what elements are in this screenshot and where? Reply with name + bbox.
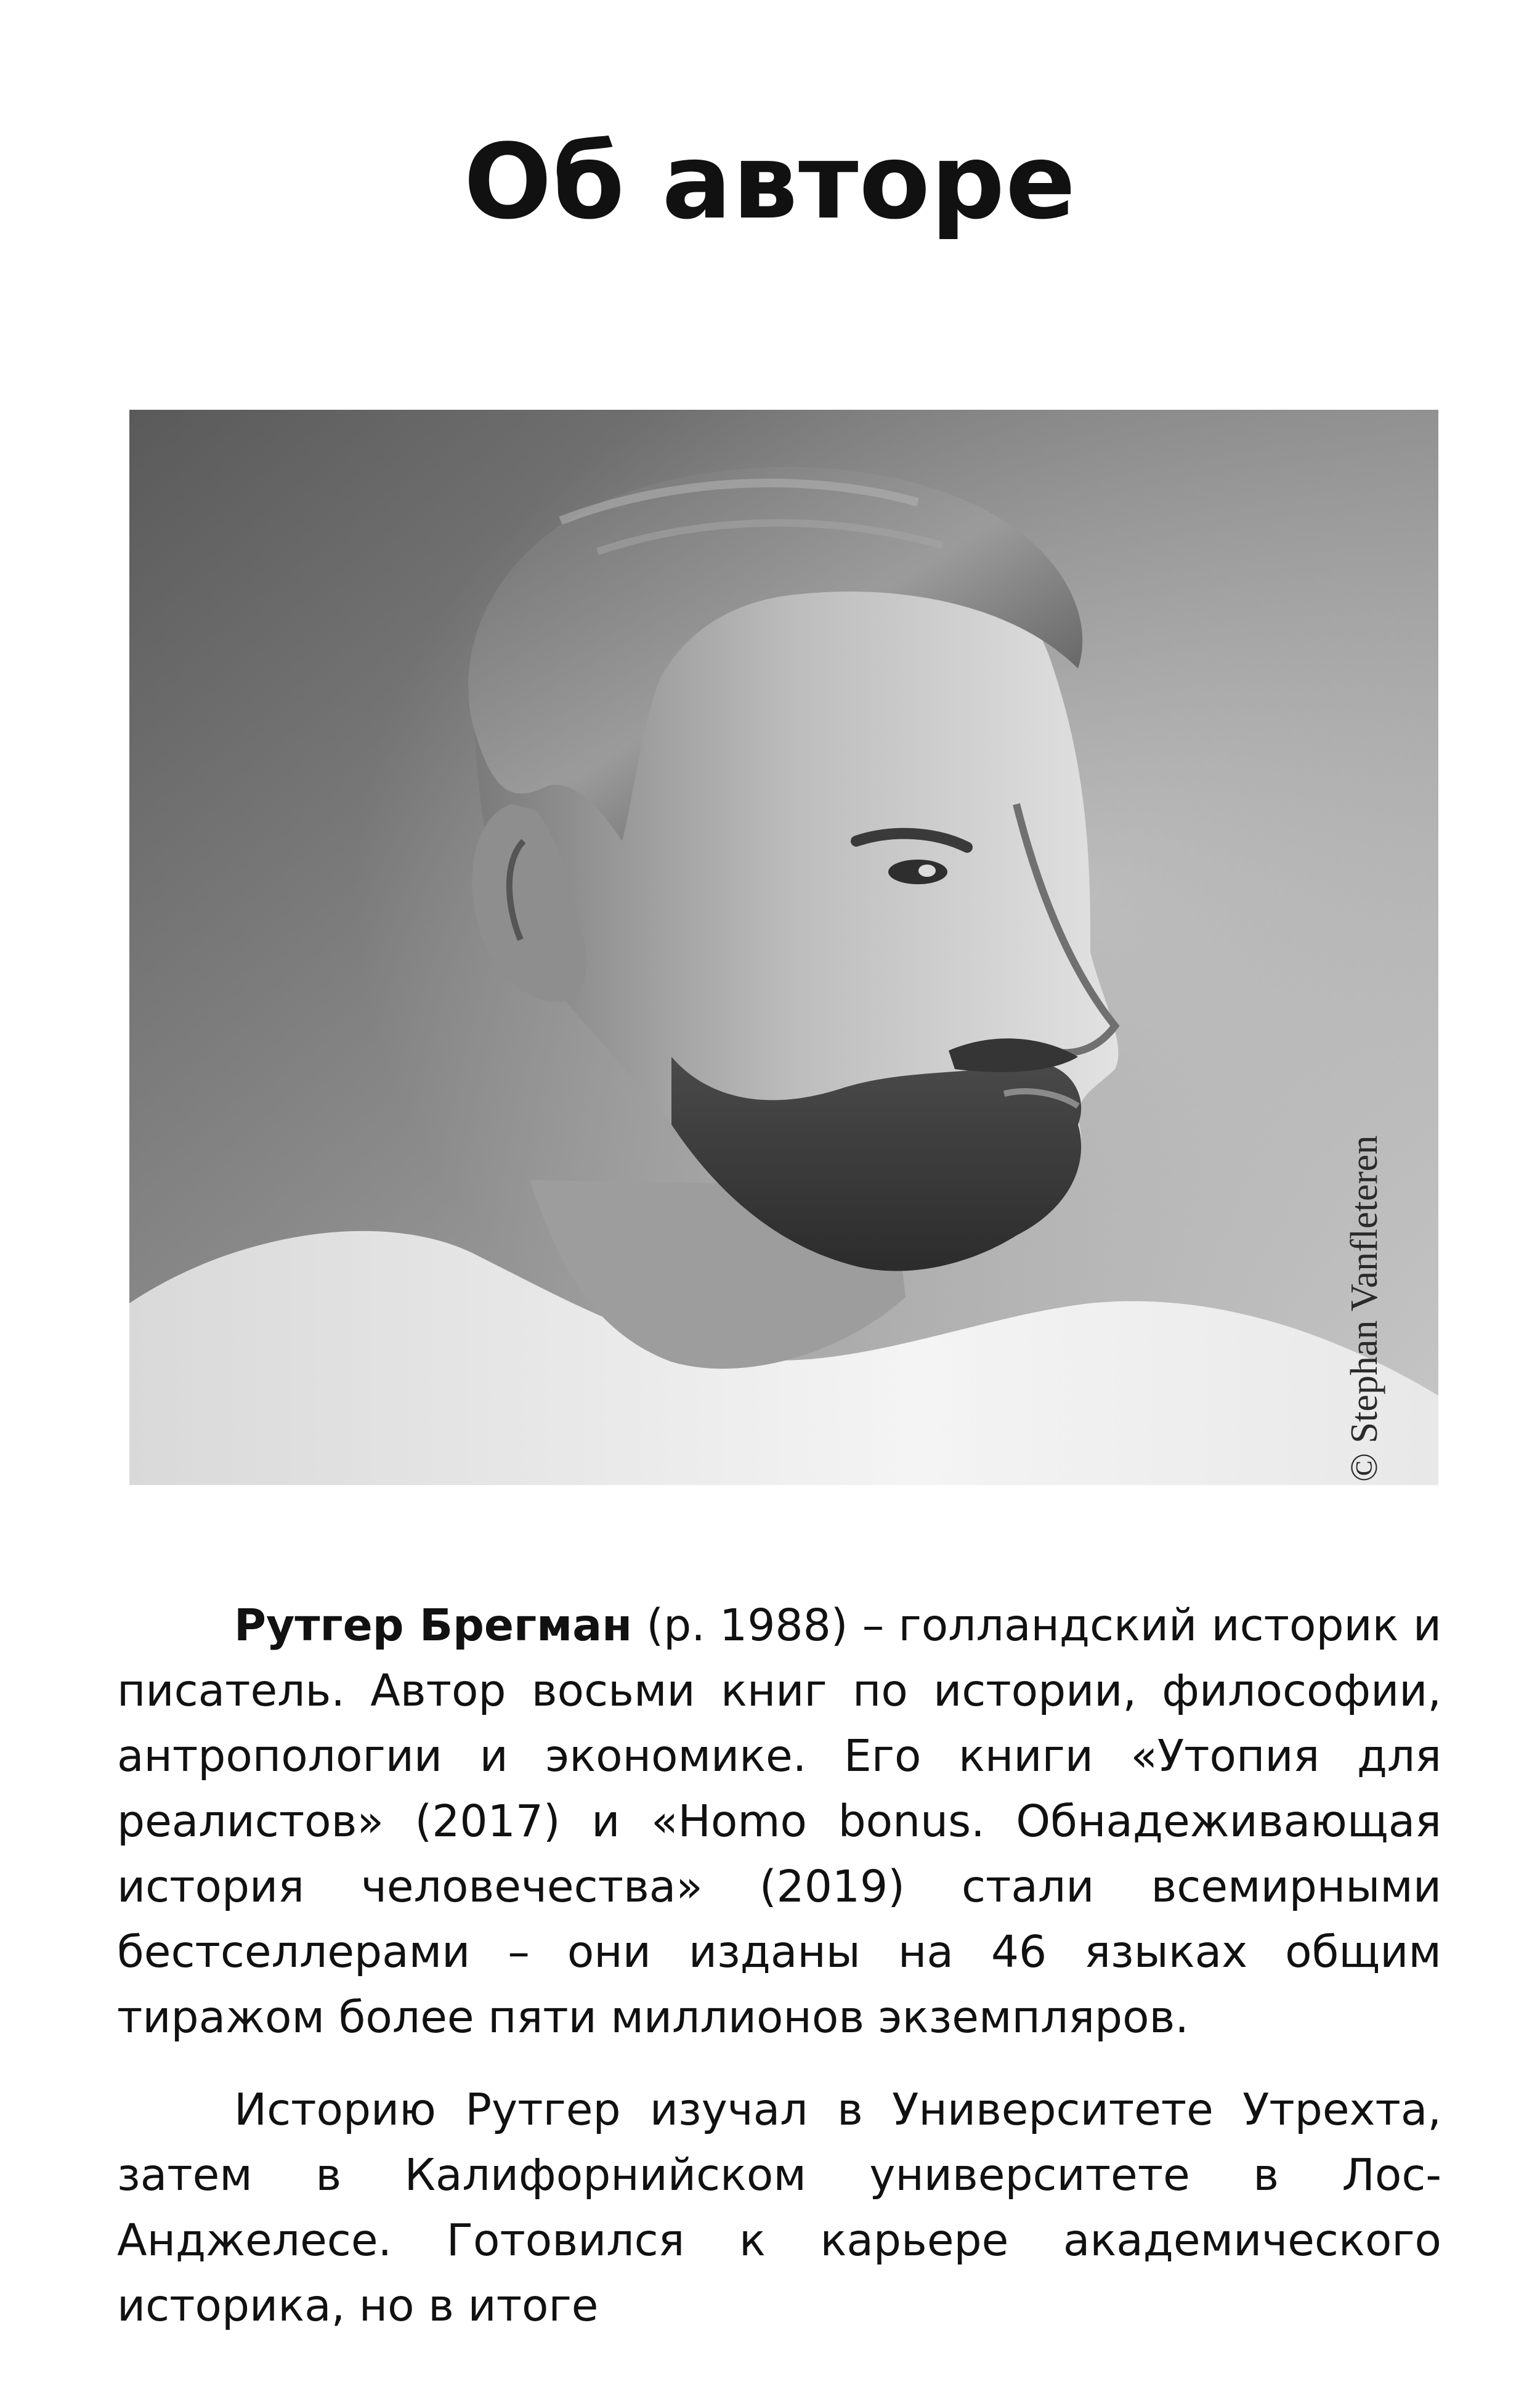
author-name: Рутгер Брегман (234, 1600, 633, 1651)
author-portrait-image (129, 410, 1438, 1485)
bio-paragraph-2: Историю Рутгер изучал в Университете Утрехта, затем в Калифорнийском университете в Лос-Анджелесе. Готовился к карьере академического историка, но в итоге (117, 2084, 1441, 2331)
bio-paragraph-1-text: (р. 1988) – голландский историк и писатель. Автор восьми книг по истории, философии, антропологии и экономике. Его книги «Утопия для реалистов» (2017) и «Homo bonus. Обнадеживающая история человечества» (2019) стали всемирными бестселлерами – они изданы на 46 языках общим тиражом более пяти миллионов экземпляров. (117, 1600, 1441, 2043)
photo-credit: © Stephan Vanfleteren (1343, 1135, 1385, 1482)
author-bio (117, 1593, 1441, 2338)
author-photo (129, 410, 1438, 1485)
page-title: Об авторе (463, 121, 1077, 242)
bio-paragraph-1 (117, 1593, 1441, 2050)
